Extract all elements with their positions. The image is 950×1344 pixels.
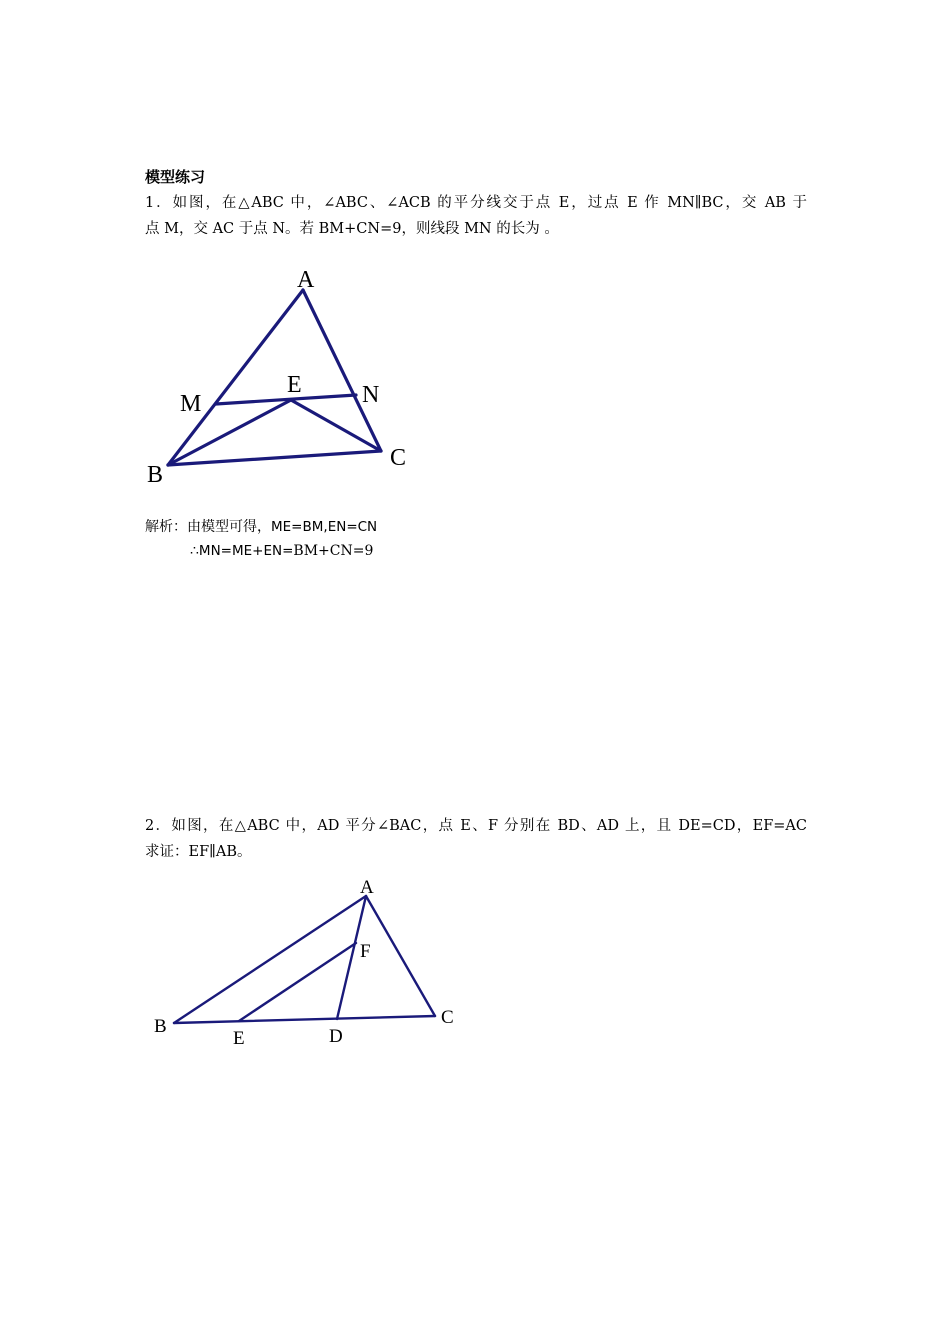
problem-2-line-1: 2．如图，在△ABC 中，AD 平分∠BAC，点 E、F 分别在 BD、AD 上，且 DE=CD，EF=AC bbox=[145, 818, 807, 834]
label-c: C bbox=[390, 445, 407, 471]
figure-1-lines bbox=[168, 290, 381, 465]
label-f-2: F bbox=[360, 941, 371, 962]
solution-1-equation-2a: MN=ME+EN= bbox=[198, 543, 294, 559]
figure-2-lines bbox=[174, 896, 435, 1023]
label-c-2: C bbox=[441, 1007, 454, 1028]
figure-2-triangle-diagram bbox=[154, 877, 454, 1049]
segment-ab-2 bbox=[174, 896, 366, 1023]
solution-1-equation-1: ME=BM,EN=CN bbox=[271, 519, 378, 535]
problem-2-line-2: 求证：EF∥AB。 bbox=[145, 844, 252, 860]
solution-1-prefix: 解析：由模型可得， bbox=[145, 519, 271, 535]
solution-1-line-1 bbox=[145, 515, 377, 539]
label-n: N bbox=[362, 382, 380, 408]
section-heading: 模型练习 bbox=[145, 168, 206, 186]
label-m: M bbox=[180, 391, 202, 417]
segment-bc-2 bbox=[174, 1016, 435, 1023]
label-b-2: B bbox=[154, 1016, 167, 1037]
segment-ab bbox=[168, 290, 303, 465]
problem-2-statement bbox=[145, 813, 807, 865]
label-b: B bbox=[147, 462, 164, 488]
segment-ac-2 bbox=[366, 896, 435, 1016]
problem-1-line-2: 点 M，交 AC 于点 N。若 BM+CN=9，则线段 MN 的长为 。 bbox=[145, 221, 559, 237]
solution-1-equation-2b: BM+CN=9 bbox=[293, 543, 374, 559]
label-a-2: A bbox=[360, 877, 374, 898]
segment-ac bbox=[303, 290, 381, 451]
label-e-2: E bbox=[233, 1028, 245, 1049]
label-e: E bbox=[287, 372, 302, 398]
solution-1 bbox=[145, 515, 377, 563]
segment-bc bbox=[168, 451, 381, 465]
problem-1-line-1: 1．如图，在△ABC 中，∠ABC、∠ACB 的平分线交于点 E，过点 E 作 MN∥BC，交 AB 于 bbox=[145, 195, 807, 211]
label-a: A bbox=[297, 267, 315, 293]
label-d-2: D bbox=[329, 1026, 343, 1047]
solution-1-line-2 bbox=[145, 539, 377, 563]
therefore-symbol: ∴ bbox=[190, 543, 199, 559]
